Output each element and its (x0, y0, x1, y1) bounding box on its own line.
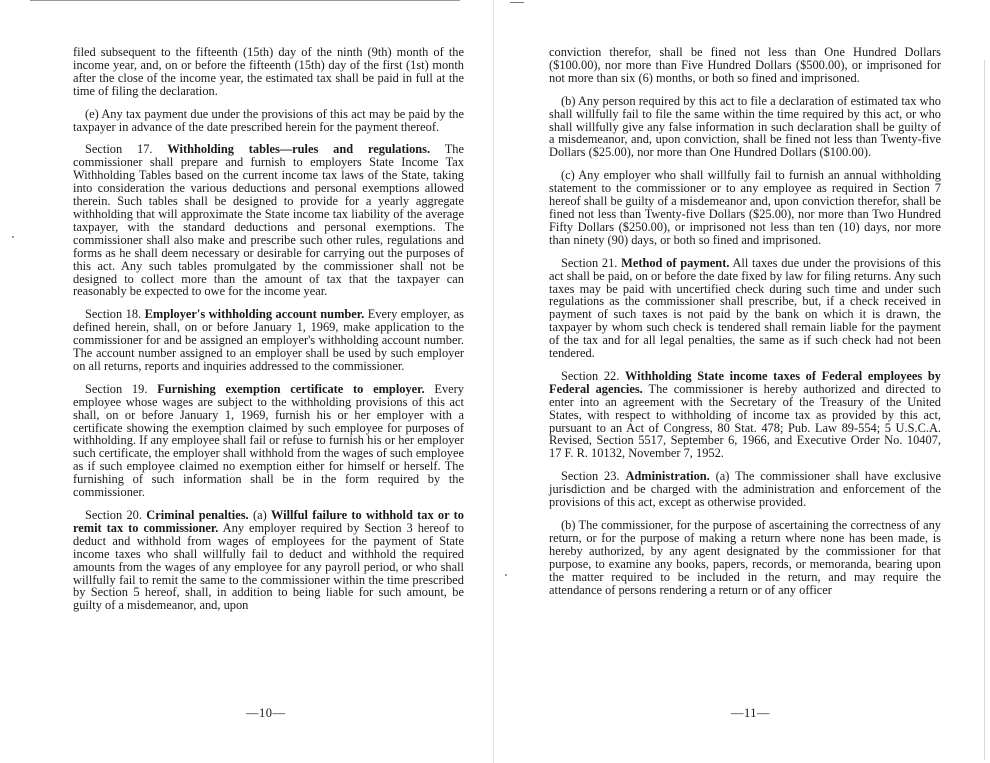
speck (505, 574, 507, 576)
page-gutter (493, 0, 494, 763)
top-rule (30, 0, 460, 1)
section-text: Every employer, as defined herein, shall, on or before January 1, 1969, make application to the commissioner for and be assigned an employer's withholding account number. The account number assigned to an employer shall be used by such employer on all returns, reports and inquiries addressed to the commissioner. (73, 307, 464, 373)
page-number: —10— (246, 706, 286, 720)
section-text: The commissioner shall prepare and furnish to employers State Income Tax Withholding Tables based on the current income tax laws of the State, taking into consideration the various deductions and personal exemptions allowed therein. Such tables shall be designed to provide for a yearly aggregate withholding that will approximate the State income tax liability of the average taxpayer, with the standard deductions and personal exemptions. The commissioner shall also make and prescribe such other rules, regulations and forms as he shall deem necessary or desirable for carrying out the purposes of this act. Any such tables promulgated by the commissioner shall not be designed to collect more than the amount of tax that the taxpayer can reasonably be expected to owe for the income year. (73, 142, 464, 299)
section-18 (73, 308, 464, 373)
section-label: Section 17. (85, 142, 153, 157)
speck (12, 236, 14, 238)
section-23 (549, 470, 941, 509)
section-text: All taxes due under the provisions of this act shall be paid, on or before the date fixed by law for filing returns. Any such taxes may be paid with uncertified check during such time and under such regulations as the commissioner shall prescribe, but, if a check received in payment of such taxes is not paid by the bank on which it is drawn, the taxpayer by whom such check is tendered shall remain liable for the payment of the tax and for all legal penalties, the same as if such check had not been tendered. (549, 255, 941, 361)
section-label: Section 22. (561, 368, 620, 383)
paragraph: (b) The commissioner, for the purpose of ascertaining the correctness of any return, or for the purpose of making a return where none has been made, is hereby authorized, by any agent designated by the commissioner for that purpose, to examine any books, papers, records, or memoranda, bearing upon the matter required to be included in the return, and may require the attendance of persons rendering a return or of any officer (549, 518, 941, 597)
section-19 (73, 383, 464, 499)
section-heading: Withholding tables—rules and regulations. (167, 142, 431, 157)
subsection-heading: Willful failure to withhold tax or to remit tax to commissioner. (73, 508, 464, 535)
section-20 (73, 509, 464, 612)
section-label: Section 23. (561, 469, 620, 484)
left-page (73, 46, 464, 622)
section-label: Section 21. (561, 255, 618, 270)
section-text: Any employer required by Section 3 hereof to deduct and withhold from wages of employees for the payment of State income taxes who shall willfully fail to deduct and withhold the required amounts from the wages of any employee for any payroll period, or who shall willfully fail to remit the same to the commissioner within the time prescribed by Section 5 hereof, shall, in addition to being liable for such amount, be guilty of a misdemeanor, and, upon (73, 520, 464, 613)
section-22 (549, 370, 941, 460)
section-text: The commissioner is hereby authorized and directed to enter into an agreement with the Secretary of the Treasury of the United States, with respect to withholding of income tax as provided by this act, pursuant to an Act of Congress, 80 Stat. 478; Pub. Law 89-554; 5 U.S.C.A. Revised, Section 5517, September 6, 1966, and Executive Order No. 10407, 17 F. R. 10132, November 7, 1952. (549, 381, 941, 461)
page-edge (984, 60, 985, 760)
paragraph: (c) Any employer who shall willfully fail to furnish an annual withholding statement to the commissioner or to any employee as required in Section 7 hereof shall be guilty of a misdemeanor and, upon conviction therefor, shall be fined not less than Twenty-five Dollars ($25.00), nor more than Two Hundred Fifty Dollars ($250.00), or imprisoned not less than ten (10) days, nor more than ninety (90) days, or both so fined and imprisoned. (549, 168, 941, 247)
section-17 (73, 143, 464, 298)
section-label: Section 19. (85, 381, 148, 396)
subsection-marker: (a) (252, 508, 267, 522)
section-heading: Furnishing exemption certificate to employer. (157, 381, 425, 396)
section-21 (549, 257, 941, 360)
section-heading: Administration. (625, 469, 710, 484)
section-text: (a) The commissioner shall have exclusive jurisdiction and be charged with the administration and enforcement of the provisions of this act, except as otherwise provided. (549, 469, 941, 510)
section-heading: Employer's withholding account number. (144, 307, 365, 322)
page-number: —11— (731, 706, 771, 720)
top-mark (510, 2, 524, 3)
paragraph: conviction therefor, shall be fined not less than One Hundred Dollars ($100.00), nor more than Five Hundred Dollars ($500.00), or imprisoned for not more than six (6) months, or both so fined and imprisoned. (549, 45, 941, 85)
section-heading: Criminal penalties. (146, 508, 249, 522)
paragraph: (e) Any tax payment due under the provisions of this act may be paid by the taxpayer in advance of the date prescribed herein for the payment thereof. (73, 106, 464, 134)
section-label: Section 20. (85, 508, 142, 522)
section-text: Every employee whose wages are subject to the withholding provisions of this act shall, on or before January 1, 1969, furnish his or her employer with a certificate showing the exemption claimed by such employee for purposes of withholding. If any employee shall fail or refuse to furnish his or her employer such certificate, the employer shall withhold from the wages of such employee as if such employee claimed no exemption either for himself or herself. The furnishing of such information shall be in the form required by the commissioner. (73, 381, 464, 500)
paragraph: (b) Any person required by this act to file a declaration of estimated tax who shall willfully fail to file the same within the time required by this act, or who shall willfully give any false information in such declaration shall be guilty of a misdemeanor, and, upon conviction, shall be fined not less than Twenty-five Dollars ($25.00), nor more than One Hundred Dollars ($100.00). (549, 93, 941, 160)
section-label: Section 18. (85, 307, 142, 322)
section-heading: Method of payment. (621, 255, 730, 270)
paragraph: filed subsequent to the fifteenth (15th) day of the ninth (9th) month of the income year, and, on or before the fifteenth (15th) day of the first (1st) month after the close of the income year, the estimated tax shall be paid in full at the time of filing the declaration. (73, 45, 464, 98)
right-page (549, 46, 941, 606)
section-heading: Withholding State income taxes of Federal employees by Federal agencies. (549, 368, 941, 396)
